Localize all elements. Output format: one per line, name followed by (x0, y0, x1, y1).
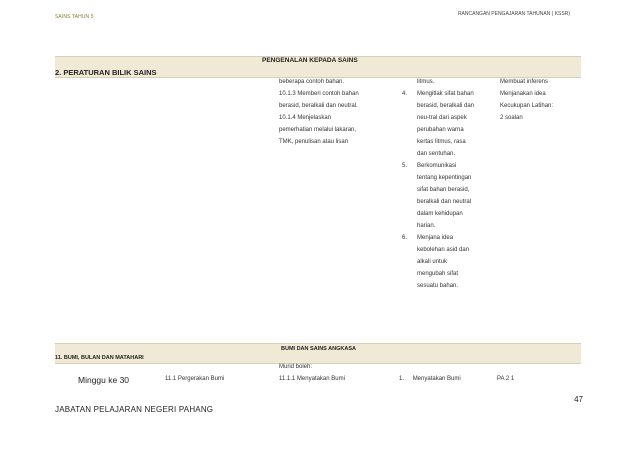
objective-line: 5. Berkomunikasi (402, 163, 457, 169)
notes-column (500, 76, 553, 124)
objective-line: neu-tral dari aspek (417, 115, 467, 121)
section-label: 2. PERATURAN BILIK SAINS (55, 68, 157, 77)
objective-line: sesuatu bahan. (417, 283, 459, 289)
header-left-title: SAINS TAHUN 5 (55, 14, 94, 20)
standard-line: TMK, penulisan atau lisan (279, 139, 349, 145)
objective-line: mengubah sifat (417, 271, 459, 277)
objective-line: alkali untuk (417, 259, 448, 265)
objective-line: perubahan warna (417, 127, 464, 133)
standards-column (279, 76, 359, 148)
header-right-title: RANCANGAN PENGAJARAN TAHUNAN ( KSSR) (457, 11, 570, 17)
page-number: 47 (574, 395, 583, 404)
note-line: 2 soalan (500, 115, 523, 121)
objective-line: kertas litmus, rasa (417, 139, 466, 145)
objective-line: dan sentuhan. (417, 151, 456, 157)
objective-line: 6. Menjana idea (402, 235, 454, 241)
standard-line: pemerhatian melalui lakaran, (279, 127, 357, 133)
objective-line: litmus. (417, 79, 435, 85)
standard-line: beberapa contoh bahan. (279, 79, 345, 85)
footer-text: JABATAN PELAJARAN NEGERI PAHANG (55, 405, 214, 414)
objective-line: berasid, beralkali dan (417, 103, 475, 109)
note-line: Membuat inferens (500, 79, 549, 85)
pa-label: PA 2 1 (497, 376, 515, 382)
objectives-column (402, 76, 497, 292)
objective-row (399, 376, 461, 382)
objective-line: tentang kepentingan (417, 175, 472, 181)
objective-line: kebolehan asid dan (417, 247, 470, 253)
note-line: Kecukupan Latihan: (500, 103, 554, 109)
objective-line: dalam kehidupan (417, 211, 463, 217)
objective-line: beralkali dan neutral (417, 199, 472, 205)
week-label: Minggu ke 30 (78, 375, 130, 385)
objective-line: 4. Mengitlak sifat bahan (402, 91, 474, 97)
standard-line: berasid, beralkali dan neutral. (279, 103, 358, 109)
section2-band-title: BUMI DAN SAINS ANGKASA (281, 346, 356, 352)
standard-line: 10.1.4 Menjelaskan (279, 115, 332, 121)
objective-number: 1. (399, 376, 405, 382)
objective-text: Menyatakan Bumi (412, 376, 461, 382)
standard-text: 11.1.1 Menyatakan Bumi (279, 376, 345, 382)
section-band-title: PENGENALAN KEPADA SAINS (262, 57, 358, 64)
topic-label: 11.1 Pergerakan Bumi (165, 376, 225, 382)
section2-label: 11. BUMI, BULAN DAN MATAHARI (55, 355, 144, 361)
note-line: Menjanakan idea (500, 91, 546, 97)
standard-line: 10.1.3 Memberi contoh bahan (279, 91, 359, 97)
objective-line: sifat bahan berasid, (417, 187, 470, 193)
objective-line: harian. (417, 223, 436, 229)
murid-label: Murid boleh: (279, 364, 313, 370)
